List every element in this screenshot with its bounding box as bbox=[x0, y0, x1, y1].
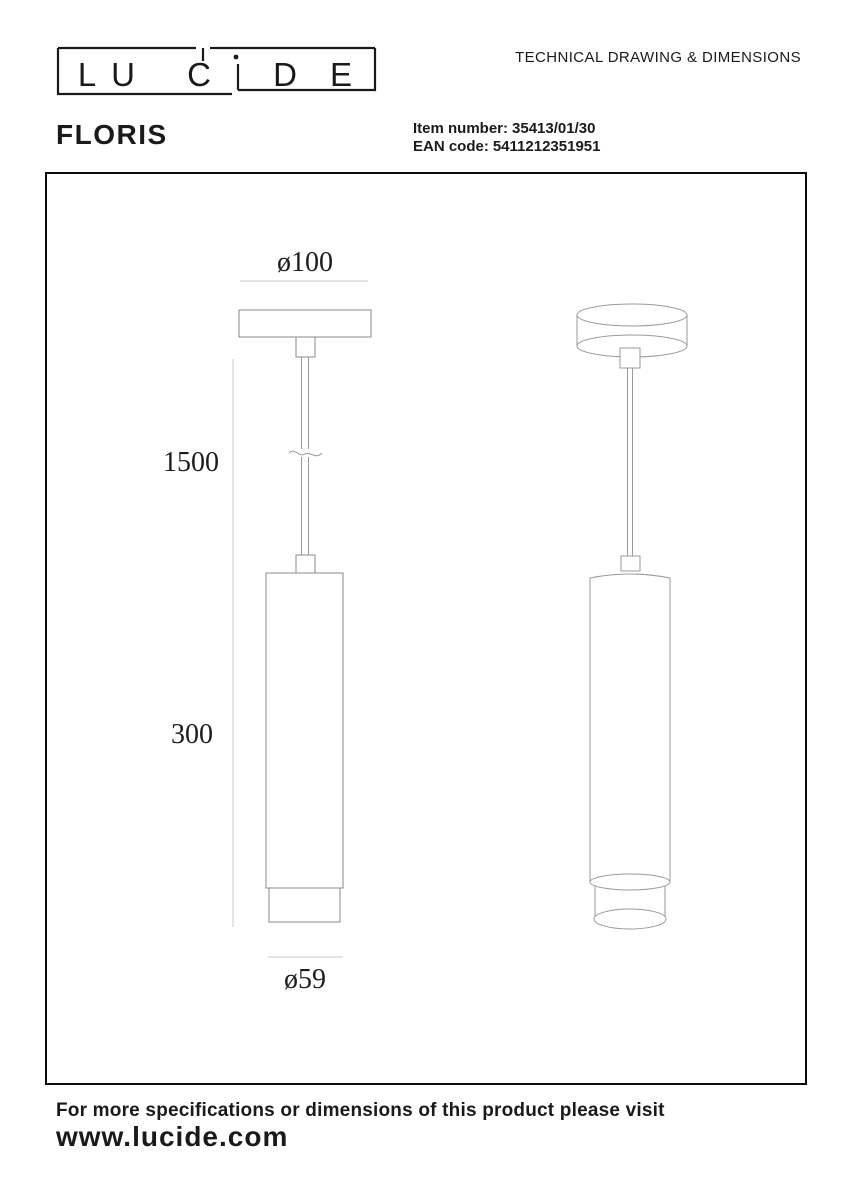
front-view bbox=[163, 247, 371, 995]
brand-logo bbox=[56, 45, 378, 101]
ean-code-value: 5411212351951 bbox=[492, 138, 601, 155]
logo-letter: D bbox=[273, 56, 297, 93]
ean-code-row bbox=[413, 138, 600, 156]
product-codes bbox=[413, 120, 600, 156]
logo-box bbox=[58, 48, 375, 94]
body-connector bbox=[621, 556, 640, 571]
trim-bottom-rim bbox=[594, 909, 666, 929]
body-connector bbox=[296, 555, 315, 573]
lamp-body-outline bbox=[590, 574, 670, 882]
canopy-outline bbox=[239, 310, 371, 337]
dim-canopy-diameter: ø100 bbox=[277, 247, 333, 278]
ean-code-label: EAN code: bbox=[413, 138, 489, 155]
dim-suspension-length: 1500 bbox=[163, 447, 219, 478]
product-name: FLORIS bbox=[56, 119, 168, 150]
logo-i-dot bbox=[234, 55, 239, 60]
canopy-connector bbox=[620, 348, 640, 368]
item-number-row bbox=[413, 120, 600, 138]
logo-letter: U bbox=[111, 56, 135, 93]
dim-body-height: 300 bbox=[171, 719, 213, 750]
technical-drawing bbox=[47, 174, 805, 1083]
bottom-trim-outline bbox=[269, 888, 340, 922]
logo-letter: C bbox=[187, 56, 211, 93]
perspective-view bbox=[577, 304, 687, 929]
canopy-top-rim bbox=[577, 304, 687, 326]
canopy-connector bbox=[296, 337, 315, 357]
item-number-value: 35413/01/30 bbox=[512, 120, 596, 137]
logo-letter: E bbox=[329, 56, 353, 93]
logo-letter: L bbox=[77, 56, 97, 93]
footer-note: For more specifications or dimensions of this product please visit bbox=[56, 1100, 665, 1121]
body-bottom-rim bbox=[590, 874, 670, 890]
footer-website: www.lucide.com bbox=[56, 1121, 289, 1152]
lamp-body-outline bbox=[266, 573, 343, 888]
document-title: TECHNICAL DRAWING & DIMENSIONS bbox=[515, 49, 801, 66]
technical-drawing-frame bbox=[45, 172, 807, 1085]
cable-break-mask bbox=[297, 449, 313, 457]
dim-body-diameter: ø59 bbox=[284, 964, 326, 995]
item-number-label: Item number: bbox=[413, 120, 509, 137]
logo-letters bbox=[78, 56, 352, 93]
